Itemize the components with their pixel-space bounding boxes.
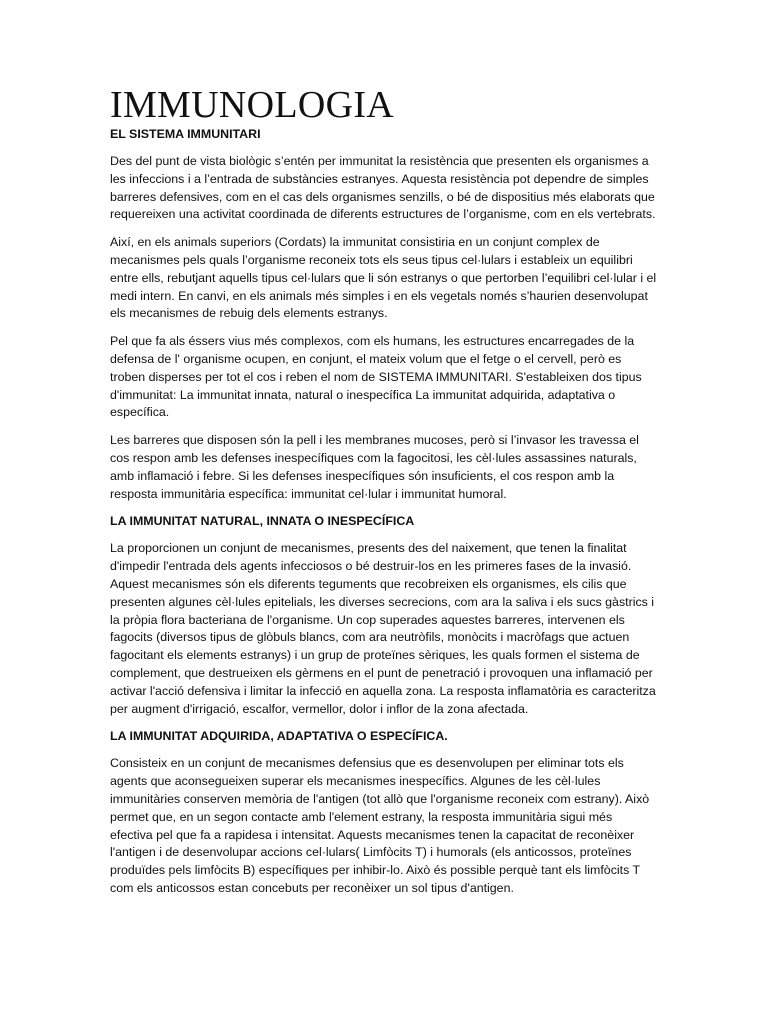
section-heading-natural: LA IMMUNITAT NATURAL, INNATA O INESPECÍFICA <box>110 514 415 529</box>
section-paragraph-acquired: Consisteix en un conjunt de mecanismes defensius que es desenvolupen per eliminar tots els agents que aconsegueixen superar els mecanismes inespecífics. Algunes de les cèl·lules immunitàries conserven memòria de l'antigen (tot allò que l'organisme reconeix com estrany). Això permet que, en un segon contacte amb l'element estrany, la resposta immunitària sigui més efectiva pel que fa a rapidesa i intensitat. Aquests mecanismes tenen la capacitat de reconèixer l'antigen i de desenvolupar accions cel·lulars( Limfòcits T) i humorals (els anticossos, proteïnes produïdes pels limfòcits B) específiques per inhibir-lo. Això és possible perquè tant els limfòcits T com els anticossos estan concebuts per reconèixer un sol tipus d'antigen. <box>110 756 650 895</box>
section-paragraph-natural: La proporcionen un conjunt de mecanismes, presents des del naixement, que tenen la finalitat d'impedir l'entrada dels agents infecciosos o bé destruir-los en les primeres fases de la invasió. Aquest mecanismes són els diferents teguments que recobreixen els organismes, els cilis que presenten algunes cèl·lules epitelials, les diverses secrecions, com ara la saliva i els sucs gàstrics i la pròpia flora bacteriana de l'organisme. Un cop superades aquestes barreres, intervenen els fagocits (diversos tipus de glòbuls blancs, com ara neutròfils, monòcits i macròfags que actuen fagocitant els elements estranys) i un grup de proteïnes sèriques, les quals formen el sistema de complement, que destrueixen els gèrmens en el punt de penetració i provoquen una inflamació per activar l'acció defensiva i limitar la infecció en aquella zona. La resposta inflamatòria es caracteritza per augment d'irrigació, escalfor, vermellor, dolor i inflor de la zona afectada. <box>110 541 656 716</box>
intro-paragraph-2: Així, en els animals superiors (Cordats) la immunitat consistiria en un conjunt complex de mecanismes pels quals l’organisme reconeix tots els seus tipus cel·lulars i estableix un equilibri entre ells, rebutjant aquells tipus cel·lulars que li són estranys o que pertorben l’equilibri cel·lular i el medi intern. En canvi, en els animals més simples i en els vegetals només s’haurien desenvolupat els mecanismes de rebuig dels elements estranys. <box>110 235 657 321</box>
document-subtitle: EL SISTEMA IMMUNITARI <box>110 127 261 141</box>
intro-paragraph-4: Les barreres que disposen són la pell i les membranes mucoses, però si l’invasor les travessa el cos respon amb les defenses inespecífiques com la fagocitosi, les cèl·lules assassines naturals, amb inflamació i febre. Si les defenses inespecífiques són insuficients, el cos respon amb la resposta immunitària específica: immunitat cel·lular i immunitat humoral. <box>110 433 639 501</box>
document-title: IMMUNOLOGIA <box>110 84 395 126</box>
intro-paragraph-3: Pel que fa als éssers vius més complexos, com els humans, les estructures encarregades de la defensa de l' organisme ocupen, en conjunt, el mateix volum que el fetge o el cervell, però es troben disperses per tot el cos i reben el nom de SISTEMA IMMUNITARI. S'estableixen dos tipus d'immunitat: La immunitat innata, natural o inespecífica La immunitat adquirida, adaptativa o específica. <box>110 334 642 420</box>
section-heading-acquired: LA IMMUNITAT ADQUIRIDA, ADAPTATIVA O ESPECÍFICA. <box>110 729 448 744</box>
intro-paragraph-1: Des del punt de vista biològic s’entén per immunitat la resistència que presenten els organismes a les infeccions i a l’entrada de substàncies estranyes. Aquesta resistència pot dependre de simples barreres defensives, com en el cas dels organismes senzills, o bé de dispositius més elaborats que requereixen una activitat coordinada de diferents estructures de l’organisme, com en els vertebrats. <box>110 154 656 222</box>
